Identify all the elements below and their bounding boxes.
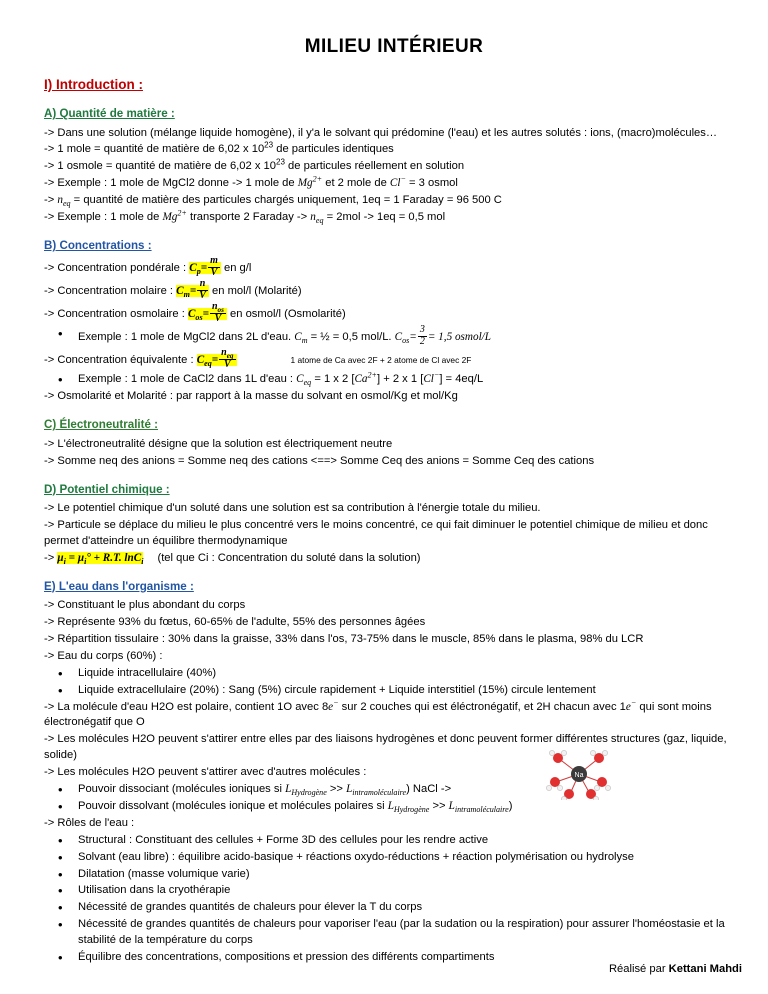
symbol-electron-2-charge: − xyxy=(630,697,637,707)
symbol-cl2-charge: − xyxy=(433,370,440,380)
label-molaire: -> Concentration molaire : xyxy=(44,285,177,298)
fraction-denominator: V xyxy=(208,267,220,279)
symbol-cp: C xyxy=(189,262,197,275)
symbol-mg2: Mg xyxy=(162,211,178,224)
text-h2o-mid: sur 2 couches qui est éléctronégatif, et 2H chacun avec 1 xyxy=(338,700,626,713)
text-line-concentration-molaire xyxy=(44,280,744,302)
note-ca-cl: 1 atome de Ca avec 2F + 2 atome de Cl avec 2F xyxy=(290,355,472,366)
footer-credit xyxy=(609,962,742,978)
subsection-heading-potentiel-chimique: D) Potentiel chimique : xyxy=(44,482,170,496)
symbol-mg2-charge: 2+ xyxy=(177,208,187,218)
symbol-l-hydrogene-sub: Hydrogène xyxy=(291,788,327,798)
symbol-cp-eq: = xyxy=(200,262,208,275)
fraction-num-sub: os xyxy=(217,306,224,315)
symbol-l-hydrogene-2: L xyxy=(387,799,394,812)
list-item-exemple-cacl2 xyxy=(44,372,744,388)
symbol-ceq-eq: = xyxy=(211,354,219,367)
symbol-l-intramoleculaire: L xyxy=(346,783,353,796)
symbol-cp-sub: p xyxy=(196,267,201,277)
text-h2o-tail: qui sont moins électronégatif que O xyxy=(44,700,712,729)
fraction-neq-over-v xyxy=(219,348,235,370)
list-examples-b xyxy=(44,326,744,348)
text-dissolvant-mid: >> xyxy=(429,799,449,812)
symbol-mu-body-sub: i xyxy=(84,556,87,566)
fraction-3-over-2 xyxy=(418,325,427,347)
text-line-osmolarite-molarite: -> Osmolarité et Molarité : par rapport à la masse du solvant en osmol/Kg et mol/Kg xyxy=(44,390,458,403)
symbol-ca: Ca xyxy=(354,373,368,386)
symbol-cos-eq: = xyxy=(202,308,209,321)
symbol-mu-sub: i xyxy=(63,556,66,566)
subsection-heading-quantite-matiere: A) Quantité de matière : xyxy=(44,107,175,121)
symbol-mu-body2: ° + R.T. lnC xyxy=(86,551,142,564)
text-dissociant-mid: >> xyxy=(326,783,347,796)
unit-ponderale: en g/l xyxy=(220,262,252,275)
solvation-svg xyxy=(544,748,614,800)
symbol-l-intramoleculaire-sub: intramoléculaire xyxy=(352,788,407,798)
page-title: MILIEU INTÉRIEUR xyxy=(304,36,484,57)
list-item-role-vaporisation: • Nécessité de grandes quantités de chaleurs pour vaporiser l'eau (par la sudation ou la respiration) pour assurer l'homéostasie et la stabilité de la température du corps xyxy=(44,917,744,949)
footer-author: Kettani Mahdi xyxy=(668,963,742,976)
subsection-heading-eau-organisme: E) L'eau dans l'organisme : xyxy=(44,579,194,593)
fraction-nos-over-v xyxy=(210,302,226,324)
symbol-cos-sub: os xyxy=(195,313,203,323)
symbol-cm-sub: m xyxy=(183,290,190,300)
text-line-potentiel-formula xyxy=(44,551,744,567)
symbol-cl-charge: − xyxy=(400,174,406,184)
list-item-liquide-extracellulaire: • Liquide extracellulaire (20%) : Sang (5%) circule rapidement + Liquide interstitiel (15%) circule lentement xyxy=(44,683,744,699)
symbol-cm-ex: C xyxy=(294,331,302,344)
symbol-mg: Mg xyxy=(297,177,313,190)
formula-ponderale xyxy=(189,255,221,278)
symbol-mg-charge: 2+ xyxy=(312,174,323,184)
symbol-cl: Cl xyxy=(389,177,401,190)
fraction-num-sub: eq xyxy=(226,352,234,361)
text-line-liaisons-hydrogenes: -> Les molécules H2O peuvent s'attirer entre elles par des liaisons hydrogènes et donc peuvent former différentes structures (gaz, liquide, solide) xyxy=(44,733,727,762)
list-item-role-structural: • Structural : Constituant des cellules + Forme 3D des cellules pour les rendre active xyxy=(44,833,744,849)
symbol-cm-eq: = xyxy=(189,285,197,298)
list-item-role-solvant: • Solvant (eau libre) : équilibre acido-basique + réactions oxydo-réductions + réaction polymérisation ou hydrolyse xyxy=(44,850,744,866)
text-osmole-exponent: 23 xyxy=(275,157,285,167)
fraction-n-over-v xyxy=(197,279,208,301)
text-line-attirance-molecules: -> Les molécules H2O peuvent s'attirer avec d'autres molécules : xyxy=(44,766,367,779)
text-line-electroneutralite-2: -> Somme neq des anions = Somme neq des cations <==> Somme Ceq des anions = Somme Ceq des cations xyxy=(44,454,595,467)
text-line-exemple-mgcl2 xyxy=(44,176,744,192)
text-exemple-suffix: = 3 osmol xyxy=(405,177,458,190)
text-faraday-mid: transporte 2 Faraday -> xyxy=(186,211,311,224)
text-line-solution: -> Dans une solution (mélange liquide homogène), il y'a le solvant qui prédomine (l'eau) et les autres solutés : ions, (macro)molécules… xyxy=(44,126,718,139)
formula-equivalente xyxy=(196,347,237,370)
symbol-cos-ex-eq: = xyxy=(409,331,417,344)
symbol-ceq: C xyxy=(196,354,205,367)
solvation-diagram-image xyxy=(544,748,614,800)
subsection-heading-concentrations: B) Concentrations : xyxy=(44,239,152,253)
section-heading-introduction: I) Introduction : xyxy=(44,76,143,92)
text-line-concentration-osmolaire xyxy=(44,303,744,325)
text-dissolvant-head: Pouvoir dissolvant (molécules ionique et molécules polaires si xyxy=(78,799,388,812)
symbol-l-intramoleculaire-2: L xyxy=(448,799,455,812)
text-formula-arrow: -> xyxy=(44,551,58,564)
fraction-denominator: V xyxy=(219,359,235,371)
symbol-l-hydrogene: L xyxy=(285,783,292,796)
text-exemple1-head: Exemple : 1 mole de MgCl2 dans 2L d'eau. xyxy=(78,331,295,344)
symbol-mu-body: = μ xyxy=(65,551,85,564)
unit-molaire: en mol/l (Molarité) xyxy=(208,285,302,298)
list-item-role-chaleur-corps: • Nécessité de grandes quantités de chaleurs pour élever la T du corps xyxy=(44,900,744,916)
fraction-m-over-v xyxy=(208,256,220,278)
text-osmole-suffix: de particules réellement en solution xyxy=(284,160,465,173)
label-osmolaire: -> Concentration osmolaire : xyxy=(44,308,188,321)
text-line-molecule-h2o xyxy=(44,697,744,732)
symbol-l-intramoleculaire-2-sub: intramoléculaire xyxy=(454,805,509,815)
text-exemple1-mid: = ½ = 0,5 mol/L. xyxy=(307,331,395,344)
fraction-denominator: 2 xyxy=(419,335,425,347)
text-exemple-prefix: -> Exemple : 1 mole de MgCl2 donne -> 1 mole de xyxy=(44,177,298,190)
fraction-num-symbol: n xyxy=(211,301,218,313)
symbol-ceq-sub: eq xyxy=(204,359,212,369)
symbol-neq: n xyxy=(57,194,63,207)
text-h2o-head: -> La molécule d'eau H2O est polaire, contient 1O avec 8 xyxy=(44,700,329,713)
text-line-exemple-faraday xyxy=(44,210,744,226)
text-exemple2-mid2: ] + 2 x 1 [ xyxy=(376,373,424,386)
formula-molaire xyxy=(176,278,209,301)
symbol-electron-1-charge: − xyxy=(333,697,339,707)
symbol-neq-sub: eq xyxy=(62,199,71,209)
unit-osmolaire: en osmol/l (Osmolarité) xyxy=(226,308,346,321)
list-item-role-dilatation: • Dilatation (masse volumique varie) xyxy=(44,867,744,883)
text-line-potentiel-1: -> Le potentiel chimique d'un soluté dans une solution est sa contribution à l'énergie totale du milieu. xyxy=(44,502,541,514)
list-examples-b2 xyxy=(44,372,744,388)
symbol-cm: C xyxy=(176,285,184,298)
symbol-cm-ex-sub: m xyxy=(301,336,308,346)
text-line-eau-2: -> Représente 93% du fœtus, 60-65% de l'adulte, 55% des personnes âgées xyxy=(44,615,426,628)
text-exemple1-tail: = 1,5 osmol/L xyxy=(427,331,492,344)
fraction-numerator: m xyxy=(210,255,218,267)
list-item-pouvoir-dissociant xyxy=(44,782,744,798)
fraction-denominator: V xyxy=(210,313,226,325)
text-line-eau-4: -> Eau du corps (60%) : xyxy=(44,649,163,662)
text-line-concentration-equivalente xyxy=(44,349,744,371)
fraction-numerator xyxy=(210,302,226,313)
label-equivalente: -> Concentration équivalente : xyxy=(44,354,197,367)
text-neq-body: = quantité de matière des particules chargés uniquement, 1eq = 1 Faraday = 96 500 C xyxy=(70,194,502,207)
text-line-neq-definition xyxy=(44,193,744,209)
symbol-cos-ex: C xyxy=(394,331,403,344)
symbol-cos-ex-sub: os xyxy=(402,336,410,346)
symbol-electron-2: e xyxy=(625,700,631,713)
list-roles-eau xyxy=(44,833,744,966)
text-line-mole xyxy=(44,142,744,158)
symbol-mu-body2-sub: i xyxy=(141,556,144,566)
text-line-electroneutralite-1: -> L'électroneutralité désigne que la solution est électriquement neutre xyxy=(44,437,393,450)
text-dissolvant-tail: ) xyxy=(508,799,513,812)
fraction-numerator: n xyxy=(199,278,206,290)
text-mole-prefix: -> 1 mole = quantité de matière de 6,02 x 10 xyxy=(44,143,265,156)
subsection-heading-electroneutralite: C) Électroneutralité : xyxy=(44,418,159,432)
text-osmole-prefix: -> 1 osmole = quantité de matière de 6,02 x 10 xyxy=(44,160,276,173)
symbol-neq2: n xyxy=(310,211,316,224)
list-item-exemple-mgcl2-2l xyxy=(44,326,744,348)
text-line-eau-1: -> Constituant le plus abondant du corps xyxy=(44,599,246,612)
molecule-center-label: Na xyxy=(574,772,584,780)
text-line-roles-eau: -> Rôles de l'eau : xyxy=(44,816,135,829)
symbol-cl2: Cl xyxy=(423,373,434,386)
fraction-num-symbol: n xyxy=(221,347,227,359)
text-neq-arrow: -> xyxy=(44,194,58,207)
fraction-numerator xyxy=(219,348,235,359)
list-item-pouvoir-dissolvant xyxy=(44,799,744,815)
list-item-liquide-intracellulaire: • Liquide intracellulaire (40%) xyxy=(44,666,744,682)
footer-prefix: Réalisé par xyxy=(608,963,669,976)
fraction-numerator: 3 xyxy=(419,324,425,336)
symbol-electron-1: e xyxy=(328,700,334,713)
text-exemple2-mid1: = 1 x 2 [ xyxy=(311,373,355,386)
label-ponderale: -> Concentration pondérale : xyxy=(44,262,190,275)
text-mole-suffix: de particules identiques xyxy=(273,143,394,156)
list-compartiments xyxy=(44,666,744,699)
symbol-mu: μ xyxy=(57,551,64,564)
text-exemple-mid: et 2 mole de xyxy=(322,177,390,190)
note-potentiel: (tel que Ci : Concentration du soluté dans la solution) xyxy=(157,551,421,564)
symbol-neq2-sub: eq xyxy=(315,216,324,226)
text-line-eau-3: -> Répartition tissulaire : 30% dans la graisse, 33% dans l'os, 73-75% dans le muscle, 85% dans le plasma, 98% du LCR xyxy=(44,632,644,645)
text-dissociant-tail: ) NaCl -> xyxy=(406,783,452,796)
list-item-role-cryotherapie: • Utilisation dans la cryothérapie xyxy=(44,883,744,899)
text-mole-exponent: 23 xyxy=(264,140,274,150)
text-faraday-suffix: = 2mol -> 1eq = 0,5 mol xyxy=(323,211,446,224)
formula-osmolaire xyxy=(187,301,227,324)
text-exemple2-head: Exemple : 1 mole de CaCl2 dans 1L d'eau : xyxy=(78,373,297,386)
text-exemple2-tail: ] = 4eq/L xyxy=(439,373,484,386)
list-item-role-equilibre: • Équilibre des concentrations, compositions et pression des différents compartiments xyxy=(44,950,744,966)
symbol-ca-charge: 2+ xyxy=(367,370,377,380)
text-line-osmole xyxy=(44,159,744,175)
symbol-l-hydrogene-2-sub: Hydrogène xyxy=(393,805,430,815)
text-line-potentiel-2: -> Particule se déplace du milieu le plus concentré vers le moins concentré, ce qui fait diminuer le potentiel chimique de milieu et donc permet d'atteindre un équilibre thermodynamique xyxy=(44,518,708,547)
fraction-denominator: V xyxy=(199,289,206,301)
formula-potentiel-chimique xyxy=(57,552,143,564)
text-faraday-prefix: -> Exemple : 1 mole de xyxy=(44,211,163,224)
symbol-ceq-ex: C xyxy=(296,373,304,386)
symbol-ceq-ex-sub: eq xyxy=(303,378,312,388)
list-pouvoirs xyxy=(44,782,744,815)
text-line-concentration-ponderale xyxy=(44,257,744,279)
text-dissociant-head: Pouvoir dissociant (molécules ioniques si xyxy=(78,783,286,796)
symbol-cos: C xyxy=(187,308,196,321)
